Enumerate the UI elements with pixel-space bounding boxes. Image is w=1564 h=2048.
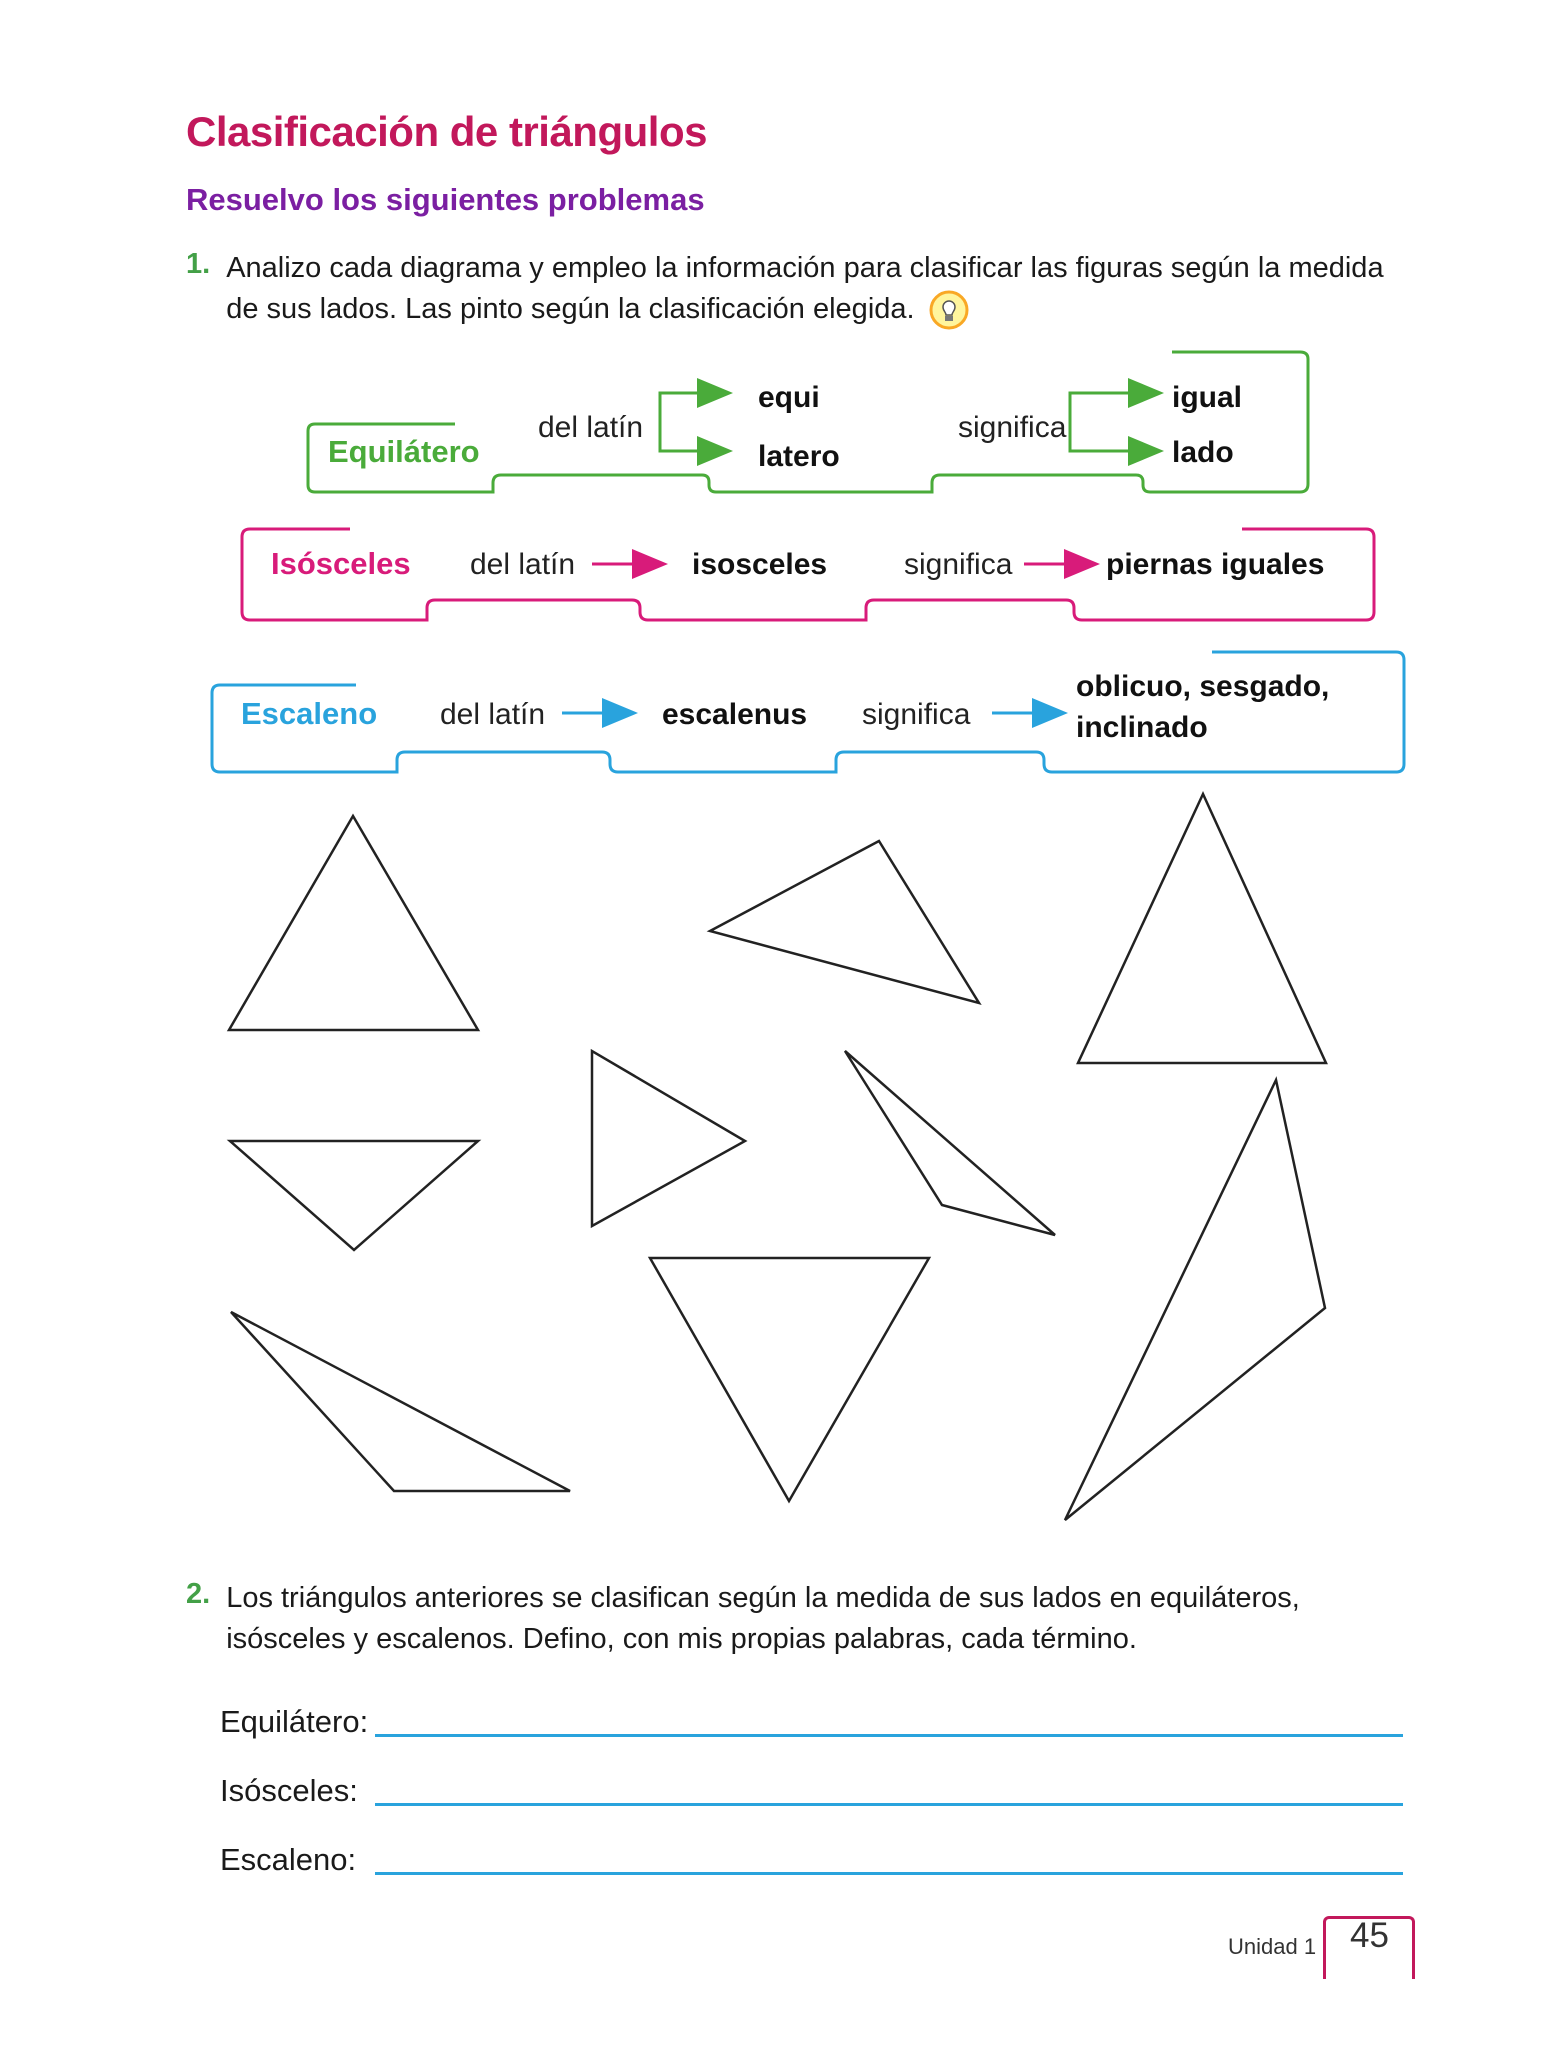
equilatero-means: significa: [958, 411, 1067, 444]
section-subtitle: Resuelvo los siguientes problemas: [186, 182, 705, 217]
equilatero-meaning-arrow-1: [1070, 393, 1158, 438]
question-2-text: Los triángulos anteriores se clasifican según la medida de sus lados en equiláteros, isósceles y escalenos. Defino, con mis propias palabras, cada término.: [226, 1582, 1300, 1655]
isosceles-term: Isósceles: [271, 546, 411, 581]
equilatero-meaning2: lado: [1172, 436, 1234, 469]
question-number: 2.: [186, 1578, 211, 1610]
equilatero-meaning1: igual: [1172, 381, 1243, 414]
isosceles-origin: del latín: [470, 548, 576, 581]
lightbulb-icon: [929, 290, 969, 330]
question-1: [186, 248, 1406, 330]
label-escaleno: Escaleno:: [220, 1842, 357, 1877]
page-title: Clasificación de triángulos: [186, 108, 707, 155]
triangle-8[interactable]: [231, 1312, 570, 1491]
question-1-text: Analizo cada diagrama y empleo la información para clasificar las figuras según la medida de sus lados. Las pinto según la clasificación elegida.: [226, 252, 1384, 325]
triangle-5[interactable]: [592, 1051, 745, 1226]
question-text: [226, 248, 1406, 330]
escaleno-origin: del latín: [440, 698, 546, 731]
isosceles-means: significa: [904, 548, 1013, 581]
triangles-area: [0, 780, 1564, 1540]
triangle-7[interactable]: [1065, 1080, 1325, 1520]
unit-label: Unidad 1: [1228, 1934, 1317, 1959]
escaleno-root: escalenus: [662, 698, 808, 731]
escaleno-term: Escaleno: [241, 696, 378, 731]
question-number: 1.: [186, 248, 211, 280]
diagram-escaleno: [212, 652, 1404, 772]
equilatero-part1: equi: [758, 381, 820, 414]
page-number: 45: [1350, 1916, 1389, 1955]
question-2: [186, 1578, 1406, 1660]
triangle-4[interactable]: [230, 1141, 478, 1250]
triangle-9[interactable]: [650, 1258, 929, 1501]
equilatero-term: Equilátero: [328, 434, 480, 469]
escaleno-meaning1: oblicuo, sesgado,: [1076, 670, 1330, 703]
triangle-6[interactable]: [845, 1051, 1055, 1235]
label-isosceles: Isósceles:: [220, 1773, 358, 1808]
equilatero-branch-arrow-2: [660, 438, 727, 451]
isosceles-meaning: piernas iguales: [1106, 548, 1325, 581]
equilatero-meaning-arrow-2: [1070, 438, 1158, 451]
triangle-2[interactable]: [710, 841, 979, 1003]
diagram-equilatero: [308, 352, 1308, 492]
etymology-diagrams: [0, 340, 1564, 780]
diagram-isosceles: [242, 529, 1374, 620]
answer-line-escaleno[interactable]: [375, 1872, 1403, 1875]
answer-line-isosceles[interactable]: [375, 1803, 1403, 1806]
equilatero-origin: del latín: [538, 411, 644, 444]
escaleno-meaning2: inclinado: [1076, 711, 1208, 744]
label-equilatero: Equilátero:: [220, 1704, 369, 1739]
equilatero-branch-arrow-1: [660, 393, 727, 438]
triangle-3[interactable]: [1078, 794, 1326, 1063]
triangle-1[interactable]: [229, 816, 478, 1030]
equilatero-part2: latero: [758, 440, 840, 473]
escaleno-means: significa: [862, 698, 971, 731]
answer-line-equilatero[interactable]: [375, 1734, 1403, 1737]
isosceles-root: isosceles: [692, 548, 828, 581]
